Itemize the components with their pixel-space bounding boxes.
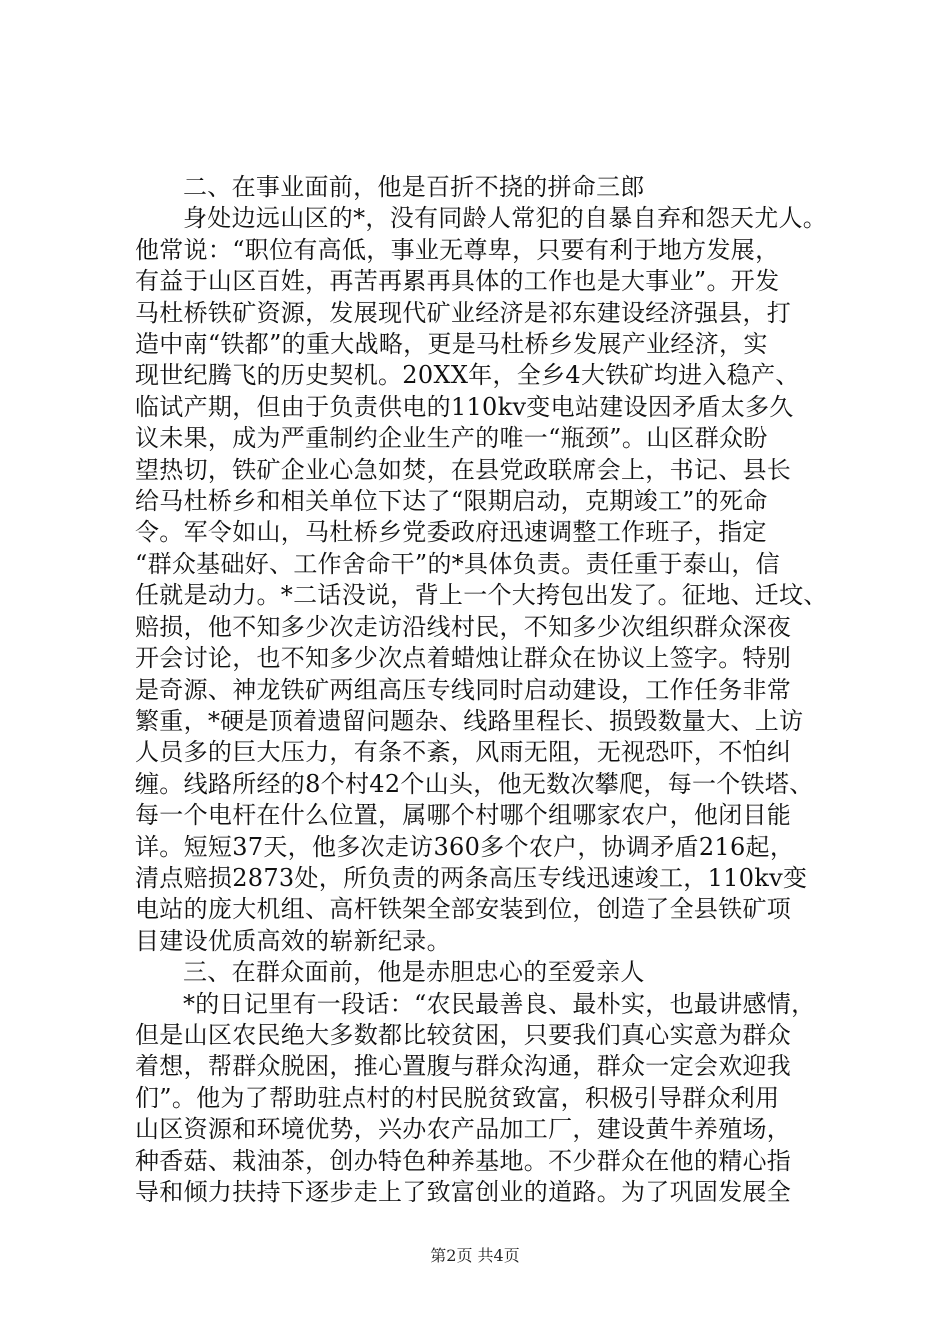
paragraph-line: 详。短短37天，他多次走访360多个农户，协调矛盾216起， bbox=[135, 832, 795, 861]
paragraph-line: 山区资源和环境优势，兴办农产品加工厂，建设黄牛养殖场， bbox=[135, 1115, 792, 1144]
paragraph-line: 是奇源、神龙铁矿两组高压专线同时启动建设，工作任务非常 bbox=[135, 675, 792, 704]
paragraph-line: *的日记里有一段话：“农民最善良、最朴实，也最讲感情， bbox=[183, 989, 816, 1018]
paragraph-line: 任就是动力。*二话没说，背上一个大挎包出发了。征地、迁坟、 bbox=[135, 581, 828, 610]
paragraph-line: 造中南“铁都”的重大战略，更是马杜桥乡发展产业经济，实 bbox=[135, 330, 768, 359]
paragraph-line: 身处边远山区的*，没有同龄人常犯的自暴自弃和怨天尤人。 bbox=[183, 204, 828, 233]
paragraph-line: 议未果，成为严重制约企业生产的唯一“瓶颈”。山区群众盼 bbox=[135, 424, 768, 453]
paragraph-line: 导和倾力扶持下逐步走上了致富创业的道路。为了巩固发展全 bbox=[135, 1178, 792, 1206]
paragraph-line: 望热切，铁矿企业心急如焚，在县党政联席会上，书记、县长 bbox=[135, 455, 792, 484]
section-heading-3: 三、在群众面前，他是赤胆忠心的至爱亲人 bbox=[183, 958, 645, 987]
paragraph-line: 每一个电杆在什么位置，属哪个村哪个组哪家农户，他闭目能 bbox=[135, 801, 792, 830]
paragraph-line: 令。军令如山，马杜桥乡党委政府迅速调整工作班子，指定 bbox=[135, 518, 767, 547]
paragraph-line: 缠。线路所经的8个村42个山头，他无数次攀爬，每一个铁塔、 bbox=[135, 769, 814, 798]
paragraph-line: 给马杜桥乡和相关单位下达了“限期启动，克期竣工”的死命 bbox=[135, 487, 768, 516]
paragraph-line: 繁重，*硬是顶着遗留问题杂、线路里程长、损毁数量大、上访 bbox=[135, 706, 804, 735]
paragraph-line: 电站的庞大机组、高杆铁架全部安装到位，创造了全县铁矿项 bbox=[135, 895, 792, 924]
paragraph-line: 临试产期，但由于负责供电的110kv变电站建设因矛盾太多久 bbox=[135, 392, 794, 421]
paragraph-line: 们”。他为了帮助驻点村的村民脱贫致富，积极引导群众利用 bbox=[135, 1083, 780, 1112]
paragraph-line: 现世纪腾飞的历史契机。20XX年，全乡4大铁矿均进入稳产、 bbox=[135, 361, 800, 390]
paragraph-line: “群众基础好、工作舍命干”的*具体负责。责任重于泰山，信 bbox=[135, 549, 780, 578]
paragraph-line: 种香菇、栽油茶，创办特色种养基地。不少群众在他的精心指 bbox=[135, 1146, 792, 1175]
paragraph-line: 着想，帮群众脱困，推心置腹与群众沟通，群众一定会欢迎我 bbox=[135, 1052, 792, 1081]
paragraph-line: 马杜桥铁矿资源，发展现代矿业经济是祁东建设经济强县，打 bbox=[135, 298, 792, 327]
paragraph-line: 目建设优质高效的崭新纪录。 bbox=[135, 926, 451, 955]
paragraph-line: 赔损，他不知多少次走访沿线村民，不知多少次组织群众深夜 bbox=[135, 612, 792, 641]
page-number-footer: 第2页 共4页 bbox=[430, 1246, 520, 1265]
paragraph-line: 他常说：“职位有高低，事业无尊卑，只要有利于地方发展， bbox=[135, 235, 780, 264]
paragraph-line: 但是山区农民绝大多数都比较贫困，只要我们真心实意为群众 bbox=[135, 1020, 792, 1049]
section-heading-2: 二、在事业面前，他是百折不挠的拼命三郎 bbox=[183, 173, 645, 201]
paragraph-line: 开会讨论，也不知多少次点着蜡烛让群众在协议上签字。特别 bbox=[135, 644, 792, 673]
paragraph-line: 人员多的巨大压力，有条不紊，风雨无阻，无视恐吓，不怕纠 bbox=[135, 738, 792, 767]
document-body bbox=[135, 172, 835, 1208]
paragraph-line: 有益于山区百姓，再苦再累再具体的工作也是大事业”。开发 bbox=[135, 267, 780, 296]
paragraph-line: 清点赔损2873处，所负责的两条高压专线迅速竣工，110kv变 bbox=[135, 863, 808, 892]
